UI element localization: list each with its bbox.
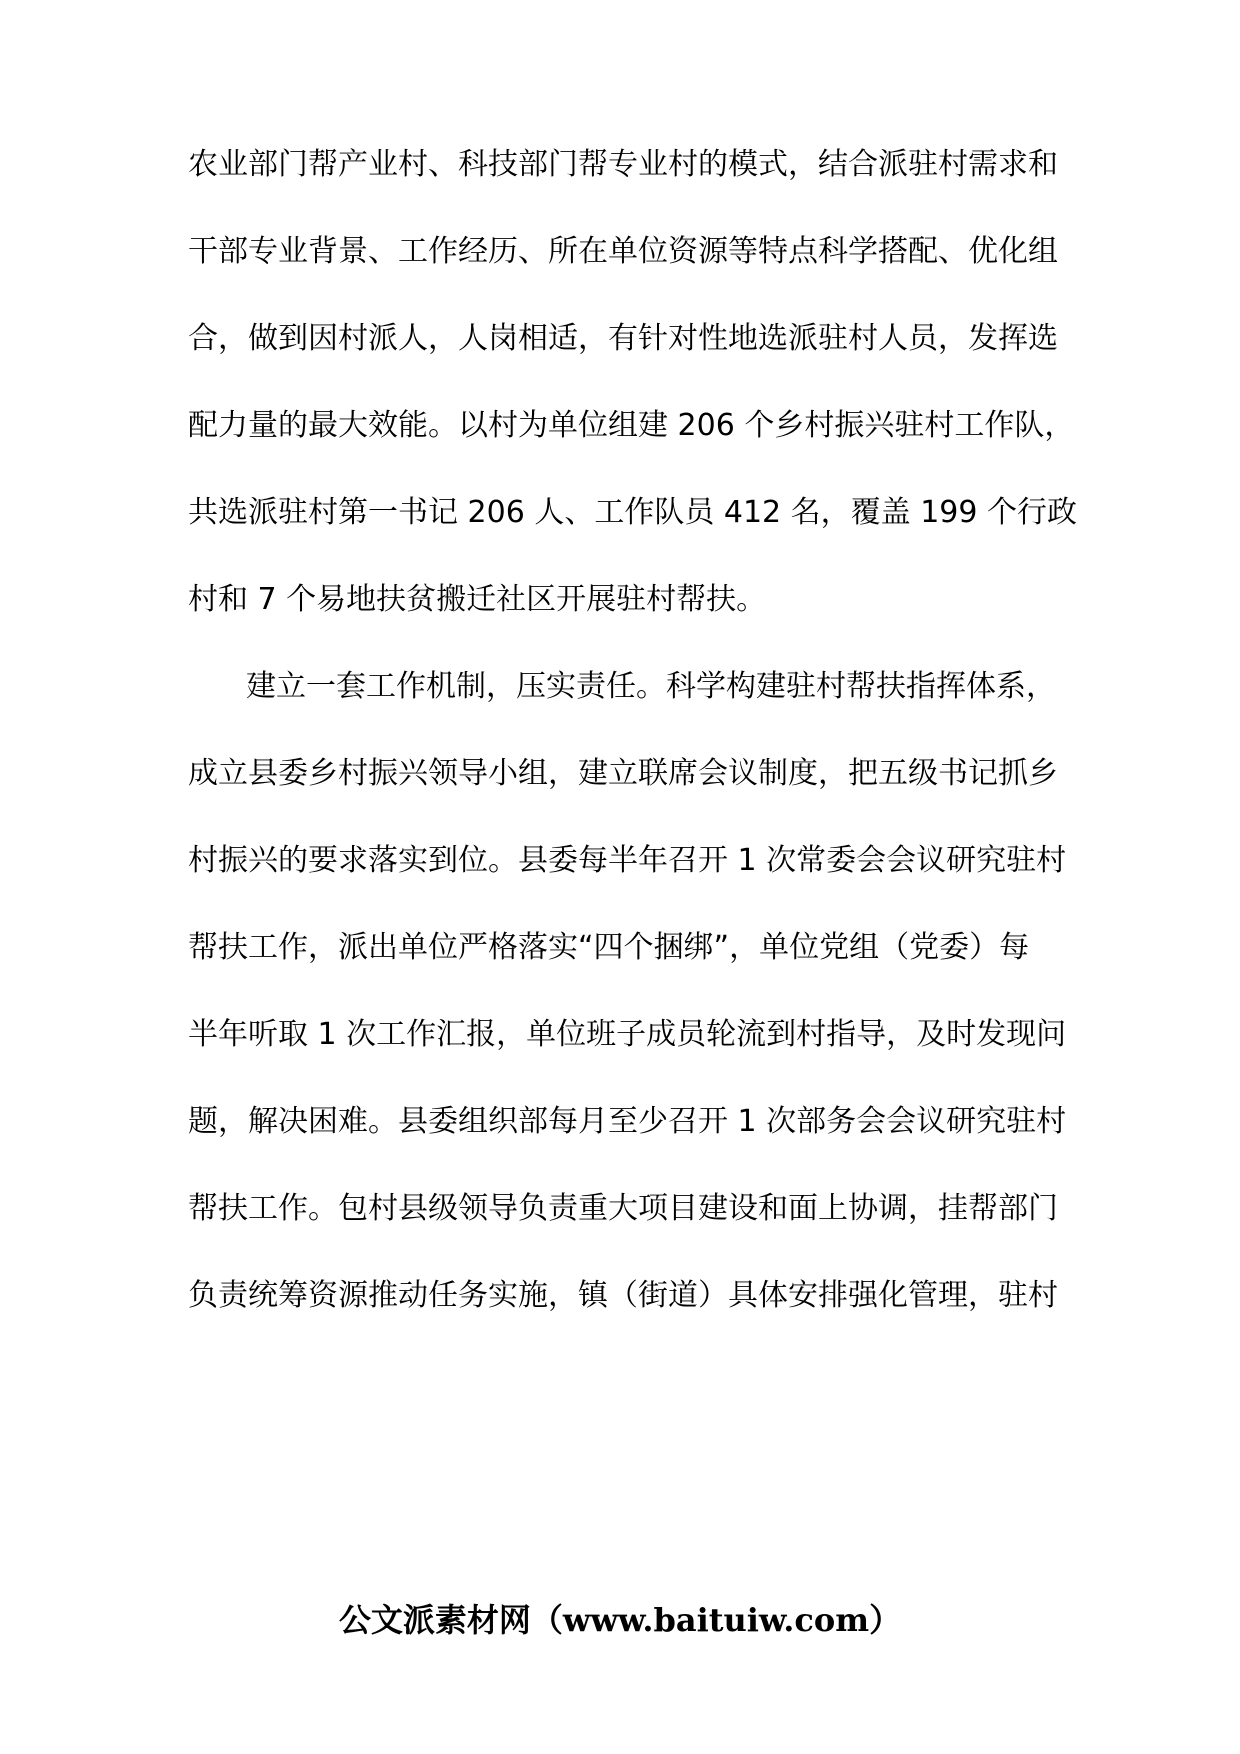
paragraph-1-line-1: 农业部门帮产业村、科技部门帮专业村的模式，结合派驻村需求和: [188, 147, 1058, 182]
paragraph-2-line-7: 帮扶工作。包村县级领导负责重大项目建设和面上协调，挂帮部门: [188, 1191, 1058, 1226]
paragraph-2-line-3: 村振兴的要求落实到位。县委每半年召开 1 次常委会会议研究驻村: [188, 843, 1067, 878]
paragraph-2-line-1: 建立一套工作机制，压实责任。科学构建驻村帮扶指挥体系，: [246, 669, 1056, 704]
paragraph-2-line-4: 帮扶工作，派出单位严格落实“四个捆绑”，单位党组（党委）每: [188, 930, 1030, 965]
paragraph-1-line-4: 配力量的最大效能。以村为单位组建 206 个乡村振兴驻村工作队，: [188, 408, 1075, 443]
paragraph-2-line-6: 题，解决困难。县委组织部每月至少召开 1 次部务会会议研究驻村: [188, 1104, 1067, 1139]
page-footer-watermark: 公文派素材网（www.baituiw.com）: [338, 1601, 902, 1639]
paragraph-1-line-6: 村和 7 个易地扶贫搬迁社区开展驻村帮扶。: [188, 582, 767, 617]
paragraph-2-line-5: 半年听取 1 次工作汇报，单位班子成员轮流到村指导，及时发现问: [188, 1017, 1067, 1052]
paragraph-2-line-8: 负责统筹资源推动任务实施，镇（街道）具体安排强化管理，驻村: [188, 1278, 1058, 1313]
paragraph-1-line-5: 共选派驻村第一书记 206 人、工作队员 412 名，覆盖 199 个行政: [188, 495, 1077, 530]
paragraph-1-line-2: 干部专业背景、工作经历、所在单位资源等特点科学搭配、优化组: [188, 234, 1058, 269]
paragraph-1-line-3: 合，做到因村派人，人岗相适，有针对性地选派驻村人员，发挥选: [188, 321, 1058, 356]
paragraph-2-line-2: 成立县委乡村振兴领导小组，建立联席会议制度，把五级书记抓乡: [188, 756, 1058, 791]
